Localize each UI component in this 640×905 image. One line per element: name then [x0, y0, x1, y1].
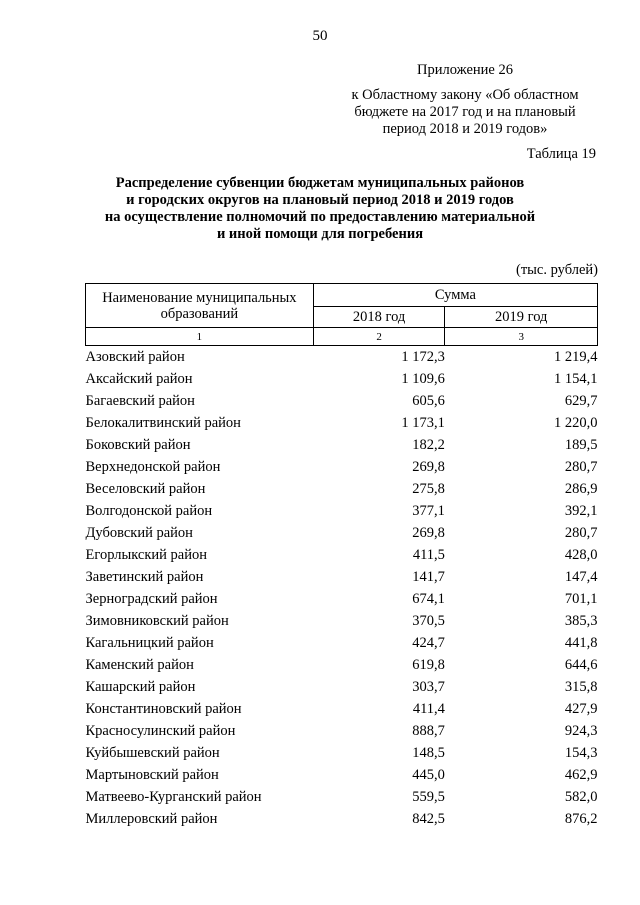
appendix-line: к Областному закону «Об областном — [351, 87, 579, 103]
value-2018: 1 172,3 — [401, 349, 445, 365]
district-name: Мартыновский район — [85, 767, 219, 783]
header-name: Наименование муниципальных образований — [86, 284, 314, 328]
page-number: 50 — [312, 28, 328, 44]
value-2019: 701,1 — [564, 591, 598, 607]
unit-note: (тыс. рублей) — [516, 262, 598, 278]
value-2019: 315,8 — [564, 679, 598, 695]
value-2018: 370,5 — [412, 613, 445, 629]
column-index: 1 — [86, 328, 314, 346]
value-2018: 141,7 — [412, 569, 445, 585]
value-2019: 1 154,1 — [554, 371, 598, 387]
value-2019: 441,8 — [564, 635, 598, 651]
value-2018: 674,1 — [412, 591, 445, 607]
header-sum: Сумма — [313, 284, 597, 307]
table-row — [86, 368, 598, 390]
document-title — [80, 175, 560, 243]
district-name: Дубовский район — [85, 525, 193, 541]
district-name: Каменский район — [85, 657, 194, 673]
table-row — [86, 588, 598, 610]
district-name: Боковский район — [85, 437, 191, 453]
value-2019: 280,7 — [564, 525, 598, 541]
value-2019: 428,0 — [564, 547, 598, 563]
column-index: 3 — [445, 328, 598, 346]
value-2019: 924,3 — [564, 723, 598, 739]
district-name: Волгодонской район — [85, 503, 213, 519]
table-row — [86, 676, 598, 698]
title-line: и иной помощи для погребения — [216, 226, 424, 242]
value-2018: 1 173,1 — [401, 415, 445, 431]
district-name: Матвеево-Курганский район — [85, 789, 262, 805]
value-2018: 619,8 — [412, 657, 445, 673]
value-2019: 189,5 — [564, 437, 598, 453]
value-2019: 147,4 — [564, 569, 598, 585]
value-2019: 1 219,4 — [554, 349, 598, 365]
appendix-title: Приложение 26 — [417, 62, 513, 78]
value-2018: 182,2 — [412, 437, 445, 453]
district-name: Зерноградский район — [85, 591, 218, 607]
value-2018: 559,5 — [412, 789, 445, 805]
district-name: Веселовский район — [85, 481, 206, 497]
district-name: Константиновский район — [85, 701, 242, 717]
value-2018: 269,8 — [412, 459, 445, 475]
table-row — [86, 500, 598, 522]
value-2019: 462,9 — [564, 767, 598, 783]
value-2018: 148,5 — [412, 745, 445, 761]
table-row — [86, 478, 598, 500]
value-2018: 424,7 — [412, 635, 445, 651]
value-2019: 392,1 — [564, 503, 598, 519]
table-row — [86, 808, 598, 830]
district-name: Азовский район — [85, 349, 185, 365]
district-name: Миллеровский район — [85, 811, 218, 827]
table-row — [86, 786, 598, 808]
value-2019: 385,3 — [564, 613, 598, 629]
table-row — [86, 720, 598, 742]
value-2019: 876,2 — [564, 811, 598, 827]
appendix-block — [330, 62, 600, 138]
value-2018: 605,6 — [412, 393, 445, 409]
district-name: Белокалитвинский район — [85, 415, 241, 431]
value-2018: 275,8 — [412, 481, 445, 497]
title-line: и городских округов на плановый период 2018 и 2019 годов — [126, 192, 514, 208]
district-name: Красносулинский район — [85, 723, 236, 739]
value-2018: 411,5 — [412, 547, 445, 563]
table-number: Таблица 19 — [526, 146, 596, 162]
district-name: Аксайский район — [85, 371, 193, 387]
district-name: Куйбышевский район — [85, 745, 220, 761]
district-name: Багаевский район — [85, 393, 195, 409]
table-row — [86, 434, 598, 456]
table-row — [86, 566, 598, 588]
header-year-2019: 2019 год — [445, 307, 598, 328]
district-name: Кашарский район — [85, 679, 196, 695]
table-row — [86, 610, 598, 632]
table-row — [86, 456, 598, 478]
value-2019: 427,9 — [564, 701, 598, 717]
table-row — [86, 632, 598, 654]
district-name: Егорлыкский район — [85, 547, 207, 563]
district-name: Верхнедонской район — [85, 459, 221, 475]
table-row — [86, 742, 598, 764]
value-2018: 411,4 — [412, 701, 445, 717]
table-row — [86, 522, 598, 544]
table-row — [86, 654, 598, 676]
district-name: Кагальницкий район — [85, 635, 214, 651]
value-2018: 303,7 — [412, 679, 445, 695]
value-2018: 377,1 — [412, 503, 445, 519]
table-row — [86, 390, 598, 412]
table-row — [86, 346, 598, 369]
value-2018: 445,0 — [412, 767, 445, 783]
header-year-2018: 2018 год — [313, 307, 445, 328]
value-2018: 888,7 — [412, 723, 445, 739]
table-body — [86, 346, 598, 831]
value-2019: 286,9 — [564, 481, 598, 497]
table-row — [86, 412, 598, 434]
title-line: Распределение субвенции бюджетам муниципальных районов — [115, 175, 525, 191]
title-line: на осуществление полномочий по предоставлению материальной — [104, 209, 536, 225]
value-2019: 1 220,0 — [554, 415, 598, 431]
table-row — [86, 764, 598, 786]
value-2019: 280,7 — [564, 459, 598, 475]
value-2018: 842,5 — [412, 811, 445, 827]
value-2019: 644,6 — [564, 657, 598, 673]
district-name: Зимовниковский район — [85, 613, 229, 629]
table-header — [86, 284, 598, 346]
value-2019: 629,7 — [564, 393, 598, 409]
value-2019: 154,3 — [564, 745, 598, 761]
value-2019: 582,0 — [564, 789, 598, 805]
value-2018: 1 109,6 — [401, 371, 445, 387]
table-row — [86, 544, 598, 566]
value-2018: 269,8 — [412, 525, 445, 541]
subsidy-table — [85, 283, 598, 830]
appendix-line: период 2018 и 2019 годов» — [382, 121, 548, 137]
appendix-line: бюджете на 2017 год и на плановый — [354, 104, 576, 120]
column-index: 2 — [313, 328, 445, 346]
table-row — [86, 698, 598, 720]
district-name: Заветинский район — [85, 569, 204, 585]
